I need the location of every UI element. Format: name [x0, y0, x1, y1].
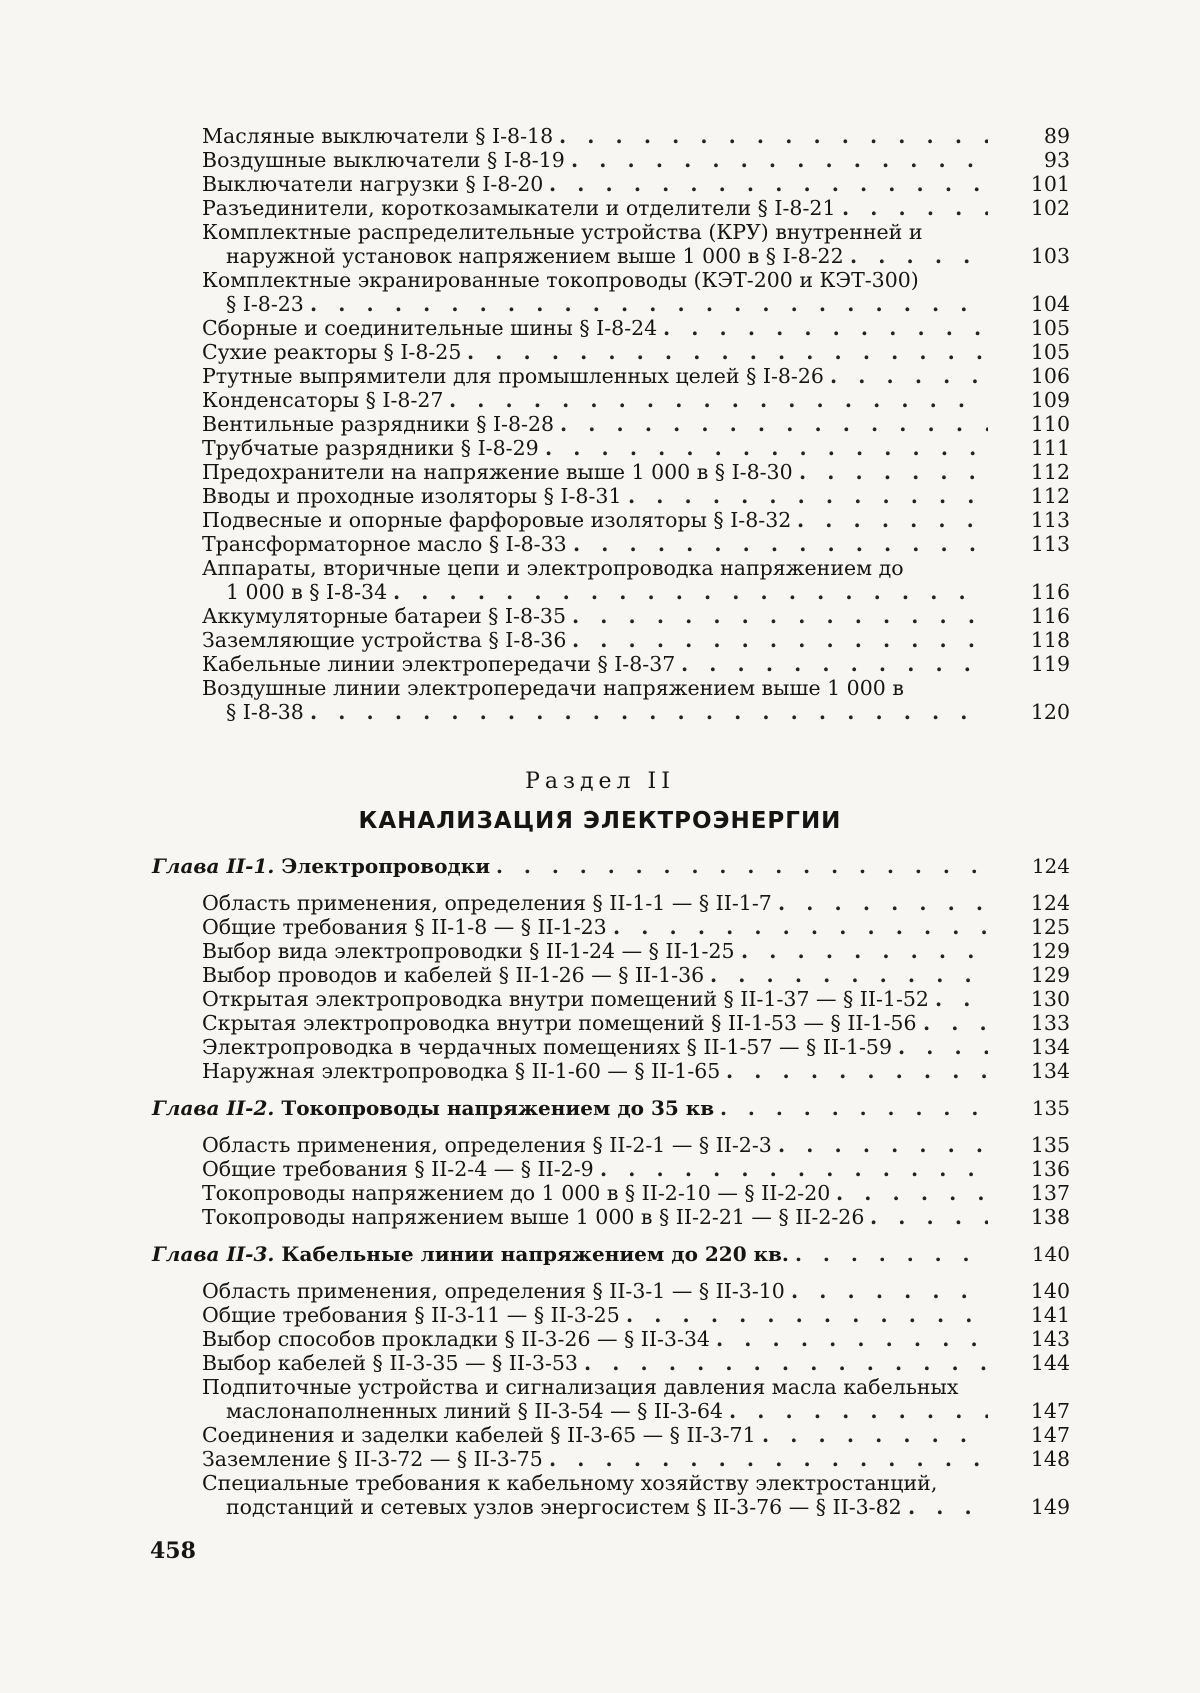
entry-title: 1 000 в § I-8-34: [226, 580, 387, 604]
entry-title: Выбор способов прокладки § II-3-26 — § II-3-34: [202, 1327, 710, 1351]
entry-page: 113: [1010, 508, 1070, 532]
entry-page: 120: [1010, 700, 1070, 724]
leader-dots: . . . . . . . . . . . . . . .: [572, 604, 988, 628]
chapter-label: Глава II-3.: [152, 1242, 274, 1266]
leader-dots: . . . . . . . . .: [729, 1399, 988, 1423]
chapter-gap: [0, 1229, 1200, 1242]
entry-title: Область применения, определения § II-3-1 — § II-3-10: [202, 1279, 785, 1303]
entry-page: 129: [1010, 963, 1070, 987]
entry-page: 138: [1010, 1205, 1070, 1229]
leader-dots: . . . . . . .: [795, 1242, 988, 1266]
toc-entry-line: [0, 1495, 1200, 1519]
entry-page: 119: [1010, 652, 1070, 676]
chapter-gap: [0, 1266, 1200, 1279]
toc-entry-line: [0, 244, 1200, 268]
leader-dots: . . . . . . .: [799, 460, 988, 484]
leader-dots: . . . . . . . . . . . . . . .: [560, 412, 988, 436]
entry-title: Ртутные выпрямители для промышленных целей § I-8-26: [202, 364, 824, 388]
leader-dots: . . . . . . . . . . . . . . . .: [549, 1447, 988, 1471]
entry-page: 116: [1010, 604, 1070, 628]
entry-title: Заземляющие устройства § I-8-36: [202, 628, 566, 652]
toc-entry-line: [0, 1375, 1200, 1399]
entry-title: Заземление § II-3-72 — § II-3-75: [202, 1447, 543, 1471]
toc-entry-line: [0, 1423, 1200, 1447]
leader-dots: . . . . . . . . . . .: [681, 652, 988, 676]
toc-entry-line: [0, 1181, 1200, 1205]
entry-title: Кабельные линии электропередачи § I-8-37: [202, 652, 675, 676]
entry-title: Область применения, определения § II-1-1 — § II-1-7: [202, 891, 772, 915]
entry-title: Общие требования § II-1-8 — § II-1-23: [202, 915, 607, 939]
toc-entry-line: [0, 1447, 1200, 1471]
toc-entry-line: [0, 124, 1200, 148]
toc-entry-line: [0, 436, 1200, 460]
entry-page: 141: [1010, 1303, 1070, 1327]
entry-page: 118: [1010, 628, 1070, 652]
leader-dots: . . . . . . .: [778, 891, 988, 915]
entry-title: Наружная электропроводка § II-1-60 — § II-1-65: [202, 1059, 720, 1083]
entry-page: 133: [1010, 1011, 1070, 1035]
entry-title: Разъединители, короткозамыкатели и отделители § I-8-21: [202, 196, 836, 220]
leader-dots: . . . . . . . . . . . . . . . . . .: [467, 340, 988, 364]
leader-dots: . . .: [908, 1495, 988, 1519]
entry-page: 135: [1010, 1133, 1070, 1157]
toc-entry-line: [0, 1303, 1200, 1327]
book-page: [0, 0, 1200, 1693]
toc-entry-line: [0, 1205, 1200, 1229]
entry-page: 134: [1010, 1035, 1070, 1059]
toc-entry-line: [0, 220, 1200, 244]
leader-dots: . . . . . . .: [797, 508, 988, 532]
entry-page: 104: [1010, 292, 1070, 316]
toc-entry-line: [0, 1011, 1200, 1035]
entry-page: 109: [1010, 388, 1070, 412]
entry-page: 112: [1010, 460, 1070, 484]
toc-entry-line: [0, 700, 1200, 724]
toc-entry-line: [0, 268, 1200, 292]
leader-dots: . . . . . . . . . . . . . . . .: [545, 436, 988, 460]
leader-dots: . . . . . . . . . .: [716, 1327, 988, 1351]
entry-title: Подпиточные устройства и сигнализация давления масла кабельных: [202, 1375, 958, 1399]
entry-page: 134: [1010, 1059, 1070, 1083]
entry-title: наружной установок напряжением выше 1 000 в § I-8-22: [226, 244, 844, 268]
chapter-gap: [0, 1120, 1200, 1133]
entry-title: Общие требования § II-2-4 — § II-2-9: [202, 1157, 594, 1181]
entry-title: Область применения, определения § II-2-1 — § II-2-3: [202, 1133, 772, 1157]
entry-page: 147: [1010, 1399, 1070, 1423]
entry-page: 130: [1010, 987, 1070, 1011]
entry-page: 103: [1010, 244, 1070, 268]
toc-entry-line: [0, 604, 1200, 628]
chapter-page: 140: [1010, 1242, 1070, 1266]
leader-dots: . .: [923, 1011, 988, 1035]
entry-title: Предохранители на напряжение выше 1 000 в § I-8-30: [202, 460, 793, 484]
entry-page: 101: [1010, 172, 1070, 196]
leader-dots: . . . . . .: [830, 364, 988, 388]
leader-dots: . . . . . . . . . . . .: [663, 316, 988, 340]
entry-title: Специальные требования к кабельному хозяйству электростанций,: [202, 1471, 937, 1495]
leader-dots: . . . . . . . . . .: [710, 963, 988, 987]
entry-title: Соединения и заделки кабелей § II-3-65 — § II-3-71: [202, 1423, 756, 1447]
entry-title: Выключатели нагрузки § I-8-20: [202, 172, 543, 196]
toc-entry-line: [0, 1351, 1200, 1375]
entry-page: 137: [1010, 1181, 1070, 1205]
entry-title: Вентильные разрядники § I-8-28: [202, 412, 554, 436]
leader-dots: . . . . . . . .: [762, 1423, 988, 1447]
leader-dots: . . . . . . . . . . . . . . .: [571, 148, 988, 172]
leader-dots: . . . . . . . . . . . . . .: [584, 1351, 988, 1375]
toc-entry-line: [0, 196, 1200, 220]
leader-dots: . . . . . . . . . . . . . . .: [573, 532, 988, 556]
entry-page: 149: [1010, 1495, 1070, 1519]
leader-dots: . . . . . . . . . . . . . . .: [559, 124, 988, 148]
entry-title: подстанций и сетевых узлов энергосистем § II-3-76 — § II-3-82: [226, 1495, 902, 1519]
entry-title: Комплектные распределительные устройства (КРУ) внутренней и: [202, 220, 922, 244]
toc-part-2: [0, 854, 1200, 1519]
toc-entry-line: [0, 1399, 1200, 1423]
entry-title: Масляные выключатели § I-8-18: [202, 124, 553, 148]
entry-page: 143: [1010, 1327, 1070, 1351]
chapter-title: Электропроводки: [274, 854, 490, 878]
section-label: Раздел II: [0, 769, 1200, 794]
entry-title: Открытая электропроводка внутри помещений § II-1-37 — § II-1-52: [202, 987, 929, 1011]
leader-dots: . . . .: [870, 1205, 988, 1229]
chapter-heading: [0, 854, 1200, 878]
leader-dots: . . . . . . . . . . . . . . . . . . .: [449, 388, 988, 412]
leader-dots: . . . . . . . . . . . . .: [626, 1303, 988, 1327]
toc-entry-line: [0, 508, 1200, 532]
toc-entry-line: [0, 891, 1200, 915]
entry-page: 106: [1010, 364, 1070, 388]
toc-part-1: [0, 124, 1200, 724]
chapter-page: 135: [1010, 1096, 1070, 1120]
entry-title: Токопроводы напряжением до 1 000 в § II-2-10 — § II-2-20: [202, 1181, 830, 1205]
toc-entry-line: [0, 1157, 1200, 1181]
chapter-page: 124: [1010, 854, 1070, 878]
entry-page: 93: [1010, 148, 1070, 172]
chapter-gap: [0, 1083, 1200, 1096]
entry-title: Комплектные экранированные токопроводы (КЭТ-200 и КЭТ-300): [202, 268, 919, 292]
toc-entry-line: [0, 963, 1200, 987]
entry-title: Общие требования § II-3-11 — § II-3-25: [202, 1303, 620, 1327]
entry-title: Подвесные и опорные фарфоровые изоляторы § I-8-32: [202, 508, 791, 532]
entry-title: маслонаполненных линий § II-3-54 — § II-3-64: [226, 1399, 723, 1423]
toc-entry-line: [0, 987, 1200, 1011]
toc-entry-line: [0, 316, 1200, 340]
entry-title: Скрытая электропроводка внутри помещений § II-1-53 — § II-1-56: [202, 1011, 917, 1035]
leader-dots: . . . . .: [842, 196, 988, 220]
leader-dots: . . . . . . . . . . . . .: [628, 484, 988, 508]
toc-entry-line: [0, 388, 1200, 412]
chapter-label: Глава II-2.: [152, 1096, 274, 1120]
toc-entry-line: [0, 1035, 1200, 1059]
entry-page: 125: [1010, 915, 1070, 939]
toc-entry-line: [0, 364, 1200, 388]
entry-page: 110: [1010, 412, 1070, 436]
leader-dots: . . . . . . . . .: [741, 939, 988, 963]
toc-entry-line: [0, 1133, 1200, 1157]
toc-entry-line: [0, 292, 1200, 316]
entry-page: 113: [1010, 532, 1070, 556]
entry-title: § I-8-23: [226, 292, 304, 316]
entry-page: 148: [1010, 1447, 1070, 1471]
leader-dots: . . . . . . . . . . . . . .: [600, 1157, 988, 1181]
toc-entry-line: [0, 340, 1200, 364]
leader-dots: . . . . .: [850, 244, 988, 268]
toc-entry-line: [0, 1327, 1200, 1351]
chapter-heading-text: [152, 854, 490, 878]
entry-title: Трансформаторное масло § I-8-33: [202, 532, 567, 556]
page-number: 458: [150, 1538, 196, 1564]
leader-dots: . . . . . . . . . . . . . . . . . . . . . . . .: [310, 700, 988, 724]
entry-page: 105: [1010, 340, 1070, 364]
toc-entry-line: [0, 915, 1200, 939]
entry-page: 105: [1010, 316, 1070, 340]
toc-entry-line: [0, 460, 1200, 484]
entry-title: Воздушные линии электропередачи напряжением выше 1 000 в: [202, 676, 904, 700]
toc-entry-line: [0, 676, 1200, 700]
entry-page: 111: [1010, 436, 1070, 460]
entry-page: 144: [1010, 1351, 1070, 1375]
leader-dots: . . . . . . .: [791, 1279, 988, 1303]
entry-title: Конденсаторы § I-8-27: [202, 388, 443, 412]
chapter-title: Кабельные линии напряжением до 220 кв.: [274, 1242, 789, 1266]
entry-title: Аппараты, вторичные цепи и электропроводка напряжением до: [202, 556, 904, 580]
leader-dots: . . . . . . .: [778, 1133, 988, 1157]
leader-dots: . . . . . . . . . . . . .: [613, 915, 988, 939]
leader-dots: . . . . .: [836, 1181, 988, 1205]
entry-page: 102: [1010, 196, 1070, 220]
leader-dots: . . . . . . . . . . . . . . . . . . . . . . . .: [310, 292, 988, 316]
entry-page: 140: [1010, 1279, 1070, 1303]
entry-page: 147: [1010, 1423, 1070, 1447]
leader-dots: . . . . . . . . . . . . . . .: [572, 628, 988, 652]
entry-page: 124: [1010, 891, 1070, 915]
toc-entry-line: [0, 172, 1200, 196]
chapter-gap: [0, 878, 1200, 891]
entry-title: Сухие реакторы § I-8-25: [202, 340, 461, 364]
chapter-heading: [0, 1242, 1200, 1266]
entry-title: Выбор проводов и кабелей § II-1-26 — § II-1-36: [202, 963, 704, 987]
toc-entry-line: [0, 1471, 1200, 1495]
entry-title: Трубчатые разрядники § I-8-29: [202, 436, 539, 460]
entry-title: Выбор вида электропроводки § II-1-24 — § II-1-25: [202, 939, 735, 963]
entry-page: 116: [1010, 580, 1070, 604]
leader-dots: . . . . . . . . .: [726, 1059, 988, 1083]
leader-dots: . . .: [898, 1035, 988, 1059]
chapter-label: Глава II-1.: [152, 854, 274, 878]
entry-page: 89: [1010, 124, 1070, 148]
entry-page: 129: [1010, 939, 1070, 963]
chapter-title: Токопроводы напряжением до 35 кв: [274, 1096, 714, 1120]
chapter-heading-text: [152, 1096, 714, 1120]
entry-title: Электропроводка в чердачных помещениях § II-1-57 — § II-1-59: [202, 1035, 892, 1059]
toc-entry-line: [0, 532, 1200, 556]
toc-entry-line: [0, 652, 1200, 676]
leader-dots: . . . . . . . . . .: [720, 1096, 988, 1120]
leader-dots: . . . . . . . . . . . . . . . . . .: [496, 854, 988, 878]
toc-entry-line: [0, 1279, 1200, 1303]
entry-title: Выбор кабелей § II-3-35 — § II-3-53: [202, 1351, 578, 1375]
chapter-heading: [0, 1096, 1200, 1120]
toc-entry-line: [0, 556, 1200, 580]
leader-dots: . . . . . . . . . . . . . . . .: [549, 172, 988, 196]
toc-entry-line: [0, 412, 1200, 436]
toc-entry-line: [0, 484, 1200, 508]
entry-title: Вводы и проходные изоляторы § I-8-31: [202, 484, 622, 508]
entry-title: § I-8-38: [226, 700, 304, 724]
entry-title: Аккумуляторные батареи § I-8-35: [202, 604, 566, 628]
toc-entry-line: [0, 939, 1200, 963]
leader-dots: . . . . . . . . . . . . . . . . . . . . .: [393, 580, 988, 604]
section-title: КАНАЛИЗАЦИЯ ЭЛЕКТРОЭНЕРГИИ: [0, 808, 1200, 834]
entry-title: Токопроводы напряжением выше 1 000 в § II-2-21 — § II-2-26: [202, 1205, 864, 1229]
toc-entry-line: [0, 628, 1200, 652]
leader-dots: . .: [935, 987, 988, 1011]
toc-entry-line: [0, 148, 1200, 172]
entry-title: Воздушные выключатели § I-8-19: [202, 148, 565, 172]
toc-entry-line: [0, 1059, 1200, 1083]
chapter-heading-text: [152, 1242, 789, 1266]
entry-page: 112: [1010, 484, 1070, 508]
entry-title: Сборные и соединительные шины § I-8-24: [202, 316, 657, 340]
entry-page: 136: [1010, 1157, 1070, 1181]
toc-entry-line: [0, 580, 1200, 604]
